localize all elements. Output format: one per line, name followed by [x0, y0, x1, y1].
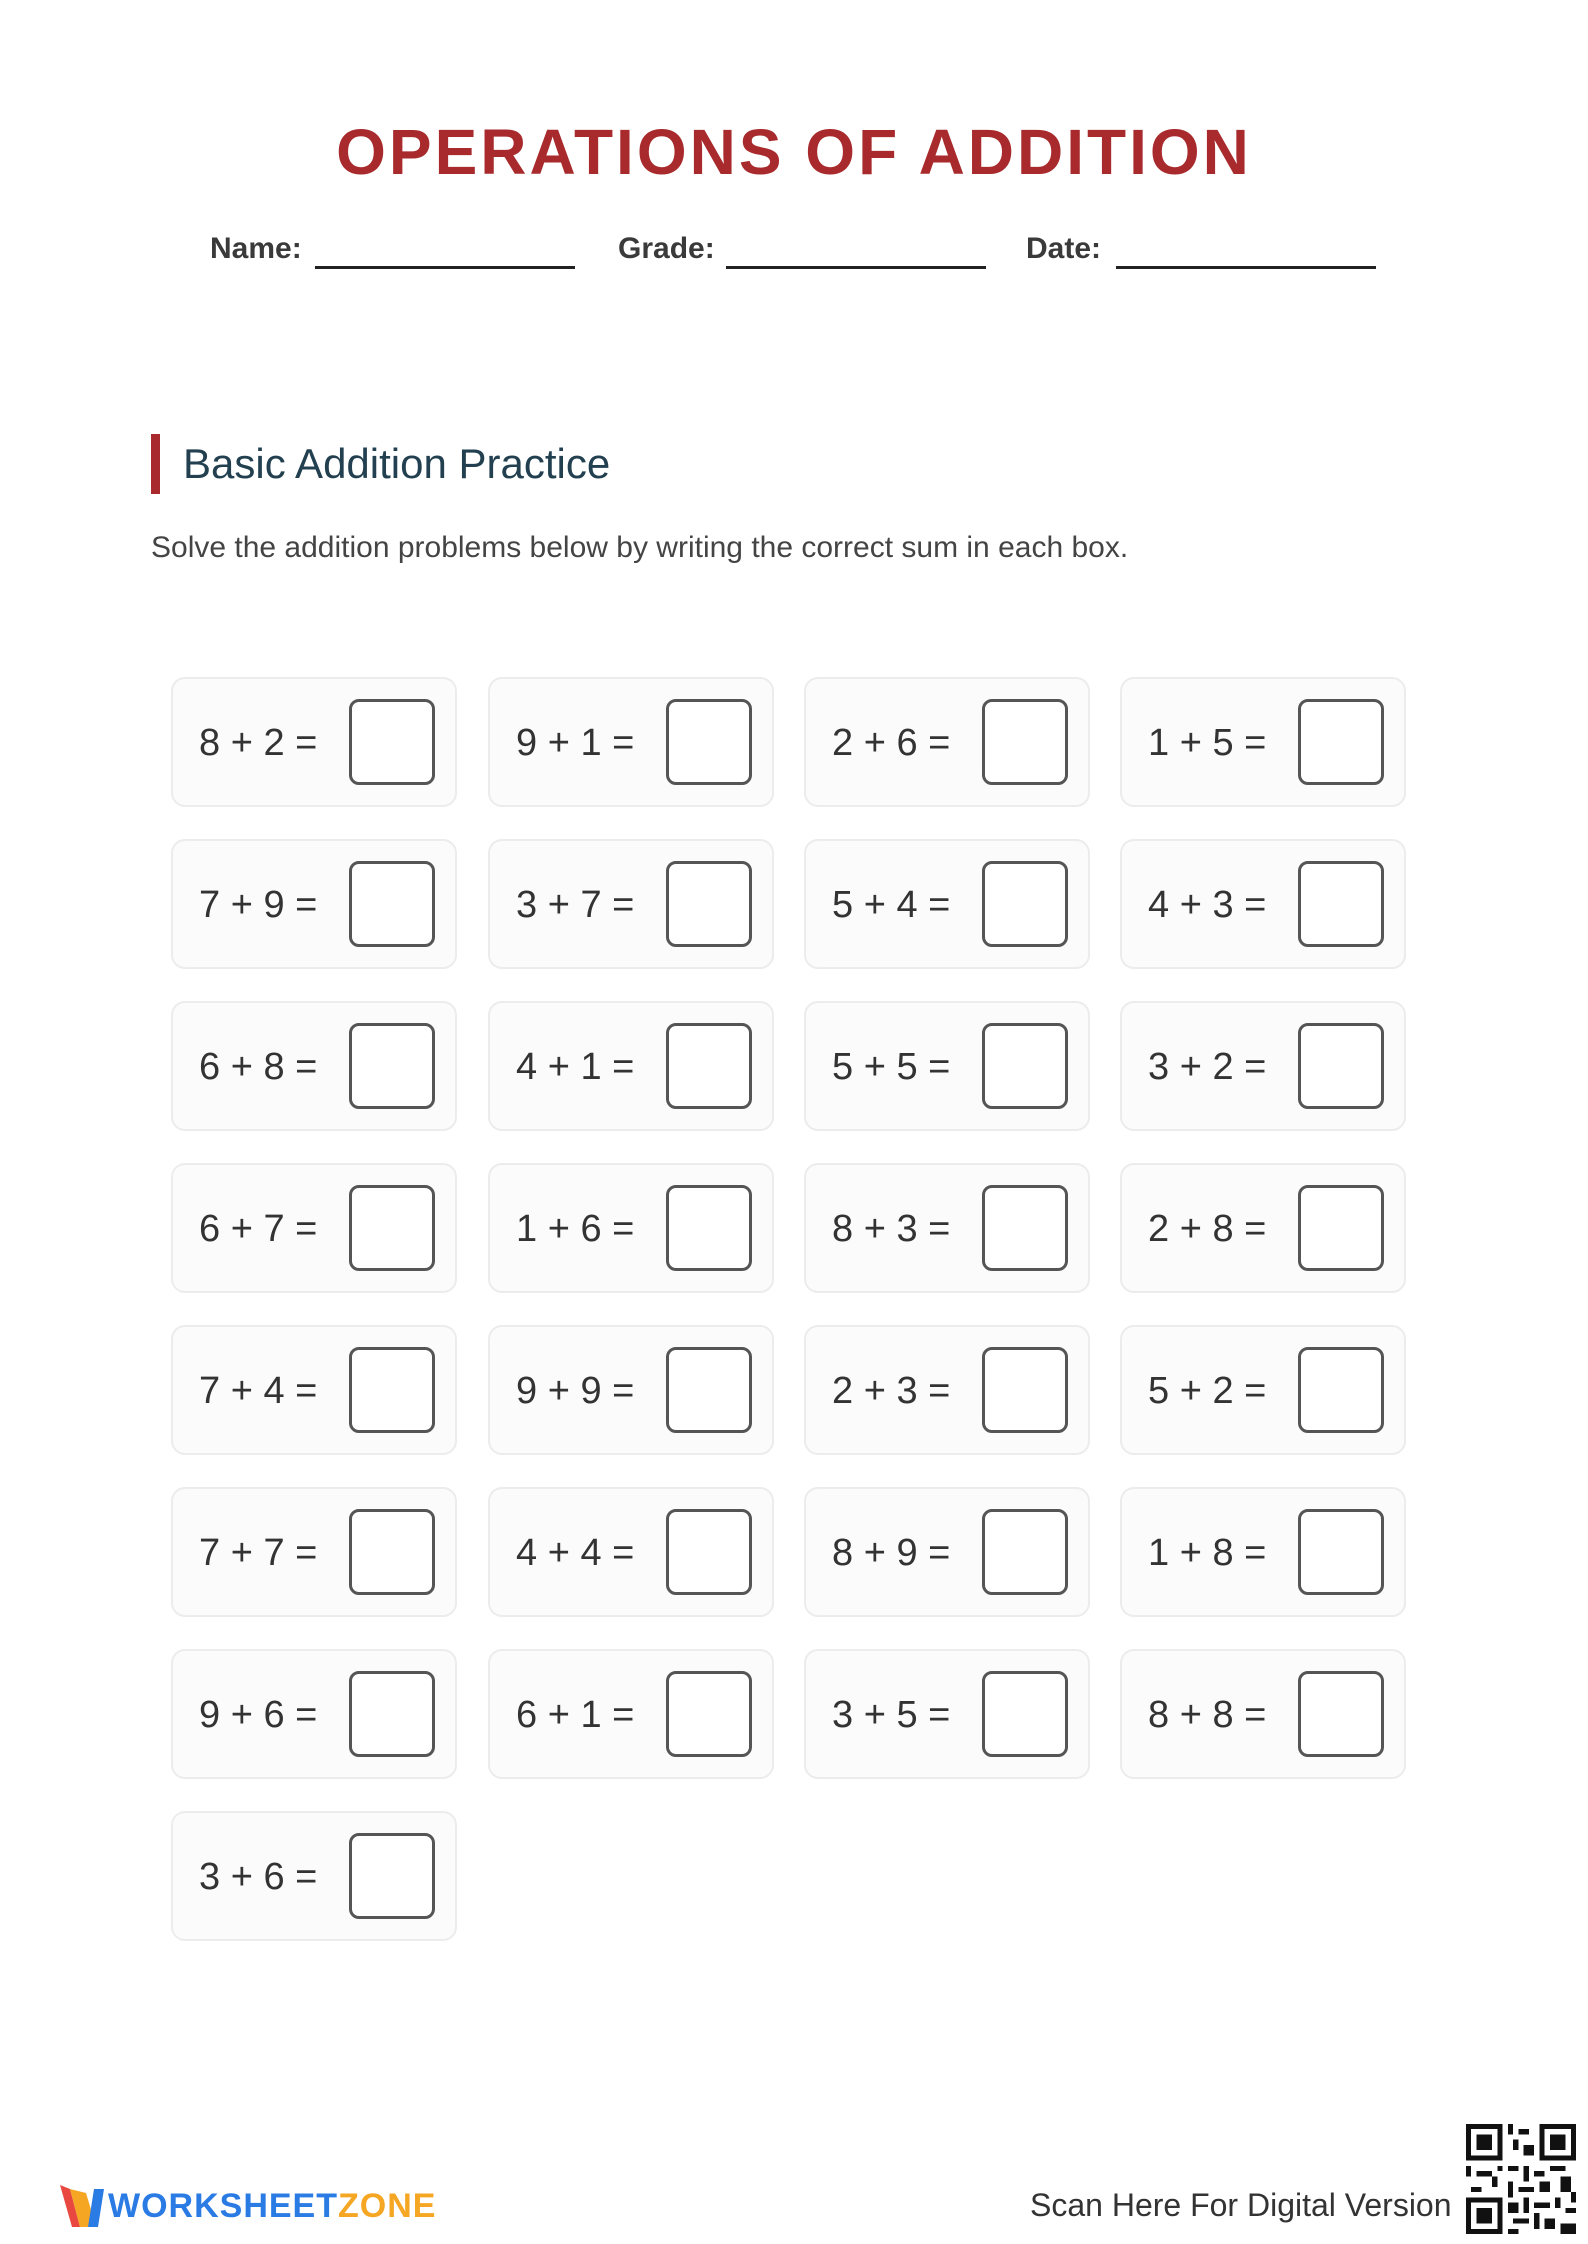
problem-expression: 6 + 7 = — [199, 1208, 318, 1250]
problem-expression: 1 + 5 = — [1148, 722, 1267, 764]
problem-expression: 4 + 4 = — [516, 1532, 635, 1574]
problem-card — [171, 1325, 457, 1455]
problem-card — [488, 1001, 774, 1131]
problem-card — [488, 677, 774, 807]
problem-card — [1120, 1001, 1406, 1131]
answer-box[interactable] — [1298, 1185, 1384, 1271]
answer-box[interactable] — [1298, 1509, 1384, 1595]
answer-box[interactable] — [1298, 1347, 1384, 1433]
answer-box[interactable] — [982, 1023, 1068, 1109]
problem-card — [1120, 839, 1406, 969]
answer-box[interactable] — [666, 1509, 752, 1595]
grade-label: Grade: — [618, 232, 715, 265]
problem-card — [171, 1649, 457, 1779]
answer-box[interactable] — [1298, 699, 1384, 785]
problem-card — [488, 1163, 774, 1293]
problem-expression: 3 + 6 = — [199, 1856, 318, 1898]
problem-expression: 9 + 6 = — [199, 1694, 318, 1736]
problem-expression: 9 + 9 = — [516, 1370, 635, 1412]
problem-expression: 5 + 5 = — [832, 1046, 951, 1088]
problem-card — [171, 839, 457, 969]
problem-expression: 2 + 3 = — [832, 1370, 951, 1412]
problem-card — [1120, 677, 1406, 807]
answer-box[interactable] — [982, 1671, 1068, 1757]
brand-name-part1: WORKSHEET — [108, 2187, 338, 2225]
answer-box[interactable] — [666, 699, 752, 785]
problem-expression: 7 + 9 = — [199, 884, 318, 926]
answer-box[interactable] — [1298, 1671, 1384, 1757]
answer-box[interactable] — [349, 699, 435, 785]
answer-box[interactable] — [666, 1023, 752, 1109]
qr-code-icon[interactable] — [1466, 2124, 1576, 2234]
problem-card — [804, 1649, 1090, 1779]
problem-expression: 2 + 8 = — [1148, 1208, 1267, 1250]
problem-card — [1120, 1163, 1406, 1293]
answer-box[interactable] — [1298, 861, 1384, 947]
problem-expression: 3 + 7 = — [516, 884, 635, 926]
brand-name-part2: ZONE — [338, 2187, 437, 2225]
answer-box[interactable] — [666, 1671, 752, 1757]
answer-box[interactable] — [1298, 1023, 1384, 1109]
brand-name — [108, 2185, 436, 2227]
problem-card — [1120, 1649, 1406, 1779]
problem-expression: 4 + 3 = — [1148, 884, 1267, 926]
answer-box[interactable] — [982, 699, 1068, 785]
scan-caption: Scan Here For Digital Version — [1030, 2187, 1452, 2223]
problem-expression: 2 + 6 = — [832, 722, 951, 764]
answer-box[interactable] — [349, 861, 435, 947]
answer-box[interactable] — [666, 1185, 752, 1271]
problem-expression: 7 + 7 = — [199, 1532, 318, 1574]
answer-box[interactable] — [666, 861, 752, 947]
problem-expression: 6 + 1 = — [516, 1694, 635, 1736]
problem-card — [804, 1163, 1090, 1293]
answer-box[interactable] — [349, 1347, 435, 1433]
problem-card — [1120, 1487, 1406, 1617]
problem-expression: 8 + 8 = — [1148, 1694, 1267, 1736]
problem-expression: 5 + 2 = — [1148, 1370, 1267, 1412]
problem-expression: 3 + 2 = — [1148, 1046, 1267, 1088]
problem-card — [488, 1649, 774, 1779]
problem-expression: 4 + 1 = — [516, 1046, 635, 1088]
problem-card — [804, 839, 1090, 969]
instructions: Solve the addition problems below by writing the correct sum in each box. — [151, 531, 1129, 564]
problem-expression: 1 + 8 = — [1148, 1532, 1267, 1574]
problem-expression: 1 + 6 = — [516, 1208, 635, 1250]
problem-card — [804, 1001, 1090, 1131]
problem-expression: 9 + 1 = — [516, 722, 635, 764]
problem-expression: 5 + 4 = — [832, 884, 951, 926]
name-label: Name: — [210, 232, 302, 265]
answer-box[interactable] — [982, 861, 1068, 947]
problem-expression: 8 + 3 = — [832, 1208, 951, 1250]
answer-box[interactable] — [349, 1833, 435, 1919]
problem-card — [171, 1811, 457, 1941]
answer-box[interactable] — [982, 1185, 1068, 1271]
problem-card — [171, 1487, 457, 1617]
date-label: Date: — [1026, 232, 1102, 265]
page-title: OPERATIONS OF ADDITION — [336, 116, 1252, 188]
answer-box[interactable] — [349, 1023, 435, 1109]
answer-box[interactable] — [349, 1185, 435, 1271]
problem-expression: 6 + 8 = — [199, 1046, 318, 1088]
problem-card — [171, 677, 457, 807]
problem-card — [804, 1325, 1090, 1455]
problem-expression: 7 + 4 = — [199, 1370, 318, 1412]
problem-card — [1120, 1325, 1406, 1455]
problem-card — [804, 677, 1090, 807]
problem-card — [171, 1001, 457, 1131]
answer-box[interactable] — [349, 1671, 435, 1757]
answer-box[interactable] — [349, 1509, 435, 1595]
worksheetzone-logo — [58, 2175, 437, 2233]
problem-expression: 8 + 9 = — [832, 1532, 951, 1574]
problem-card — [488, 1325, 774, 1455]
section-title: Basic Addition Practice — [183, 440, 611, 487]
problem-card — [804, 1487, 1090, 1617]
answer-box[interactable] — [982, 1509, 1068, 1595]
problem-card — [488, 839, 774, 969]
answer-box[interactable] — [982, 1347, 1068, 1433]
answer-box[interactable] — [666, 1347, 752, 1433]
problem-card — [171, 1163, 457, 1293]
problem-expression: 3 + 5 = — [832, 1694, 951, 1736]
problem-card — [488, 1487, 774, 1617]
problem-expression: 8 + 2 = — [199, 722, 318, 764]
